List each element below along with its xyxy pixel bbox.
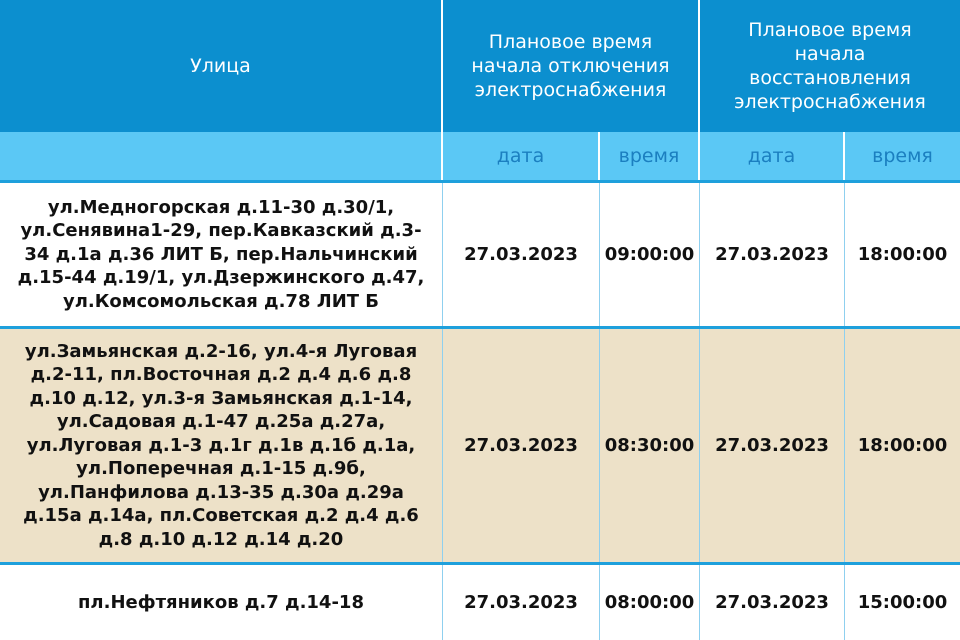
table-row-on-time: 18:00:00 bbox=[845, 183, 960, 326]
table-row-on-time: 18:00:00 bbox=[845, 329, 960, 562]
table-row-off-date: 27.03.2023 bbox=[443, 183, 600, 326]
subheader-on-date bbox=[700, 132, 845, 180]
table-row-on-time: 15:00:00 bbox=[845, 565, 960, 640]
table-row-street: ул.Медногорская д.11-30 д.30/1, ул.Сенявина1-29, пер.Кавказский д.3-34 д.1а д.36 ЛИТ Б, пер.Нальчинский д.15-44 д.19/1, ул.Дзержинского д.47, ул.Комсомольская д.78 ЛИТ Б bbox=[0, 183, 443, 326]
subheader-on-date-label: дата bbox=[747, 145, 796, 167]
subheader-on-time-label: время bbox=[872, 145, 933, 167]
subheader-off-time bbox=[600, 132, 700, 180]
table-row-off-time: 09:00:00 bbox=[600, 183, 700, 326]
subheader-blank bbox=[0, 132, 443, 180]
table-row-off-time: 08:00:00 bbox=[600, 565, 700, 640]
header-off-time bbox=[443, 0, 700, 132]
header-off-time-label: Плановое время начала отключения электроснабжения bbox=[471, 31, 670, 101]
table-row-on-date: 27.03.2023 bbox=[700, 565, 845, 640]
table-row-off-time: 08:30:00 bbox=[600, 329, 700, 562]
subheader-on-time bbox=[845, 132, 960, 180]
subheader-off-date bbox=[443, 132, 600, 180]
subheader-off-time-label: время bbox=[618, 145, 680, 167]
table-row-off-date: 27.03.2023 bbox=[443, 329, 600, 562]
table-row-street: пл.Нефтяников д.7 д.14-18 bbox=[0, 565, 443, 640]
header-restore-time bbox=[700, 0, 960, 132]
subheader-off-date-label: дата bbox=[496, 145, 545, 167]
header-street-label: Улица bbox=[190, 55, 251, 77]
table-row-on-date: 27.03.2023 bbox=[700, 183, 845, 326]
table-row-street: ул.Замьянская д.2-16, ул.4-я Луговая д.2-11, пл.Восточная д.2 д.4 д.6 д.8 д.10 д.12, ул.3-я Замьянская д.1-14, ул.Садовая д.1-47 д.25а д.27а, ул.Луговая д.1-3 д.1г д.1в д.1б д.1а, ул.Поперечная д.1-15 д.9б, ул.Панфилова д.13-35 д.30а д.29а д.15а д.14а, пл.Советская д.2 д.4 д.6 д.8 д.10 д.12 д.14 д.20 bbox=[0, 329, 443, 562]
header-restore-time-label: Плановое время начала восстановления электроснабжения bbox=[734, 19, 926, 113]
table-row-off-date: 27.03.2023 bbox=[443, 565, 600, 640]
table-row-on-date: 27.03.2023 bbox=[700, 329, 845, 562]
